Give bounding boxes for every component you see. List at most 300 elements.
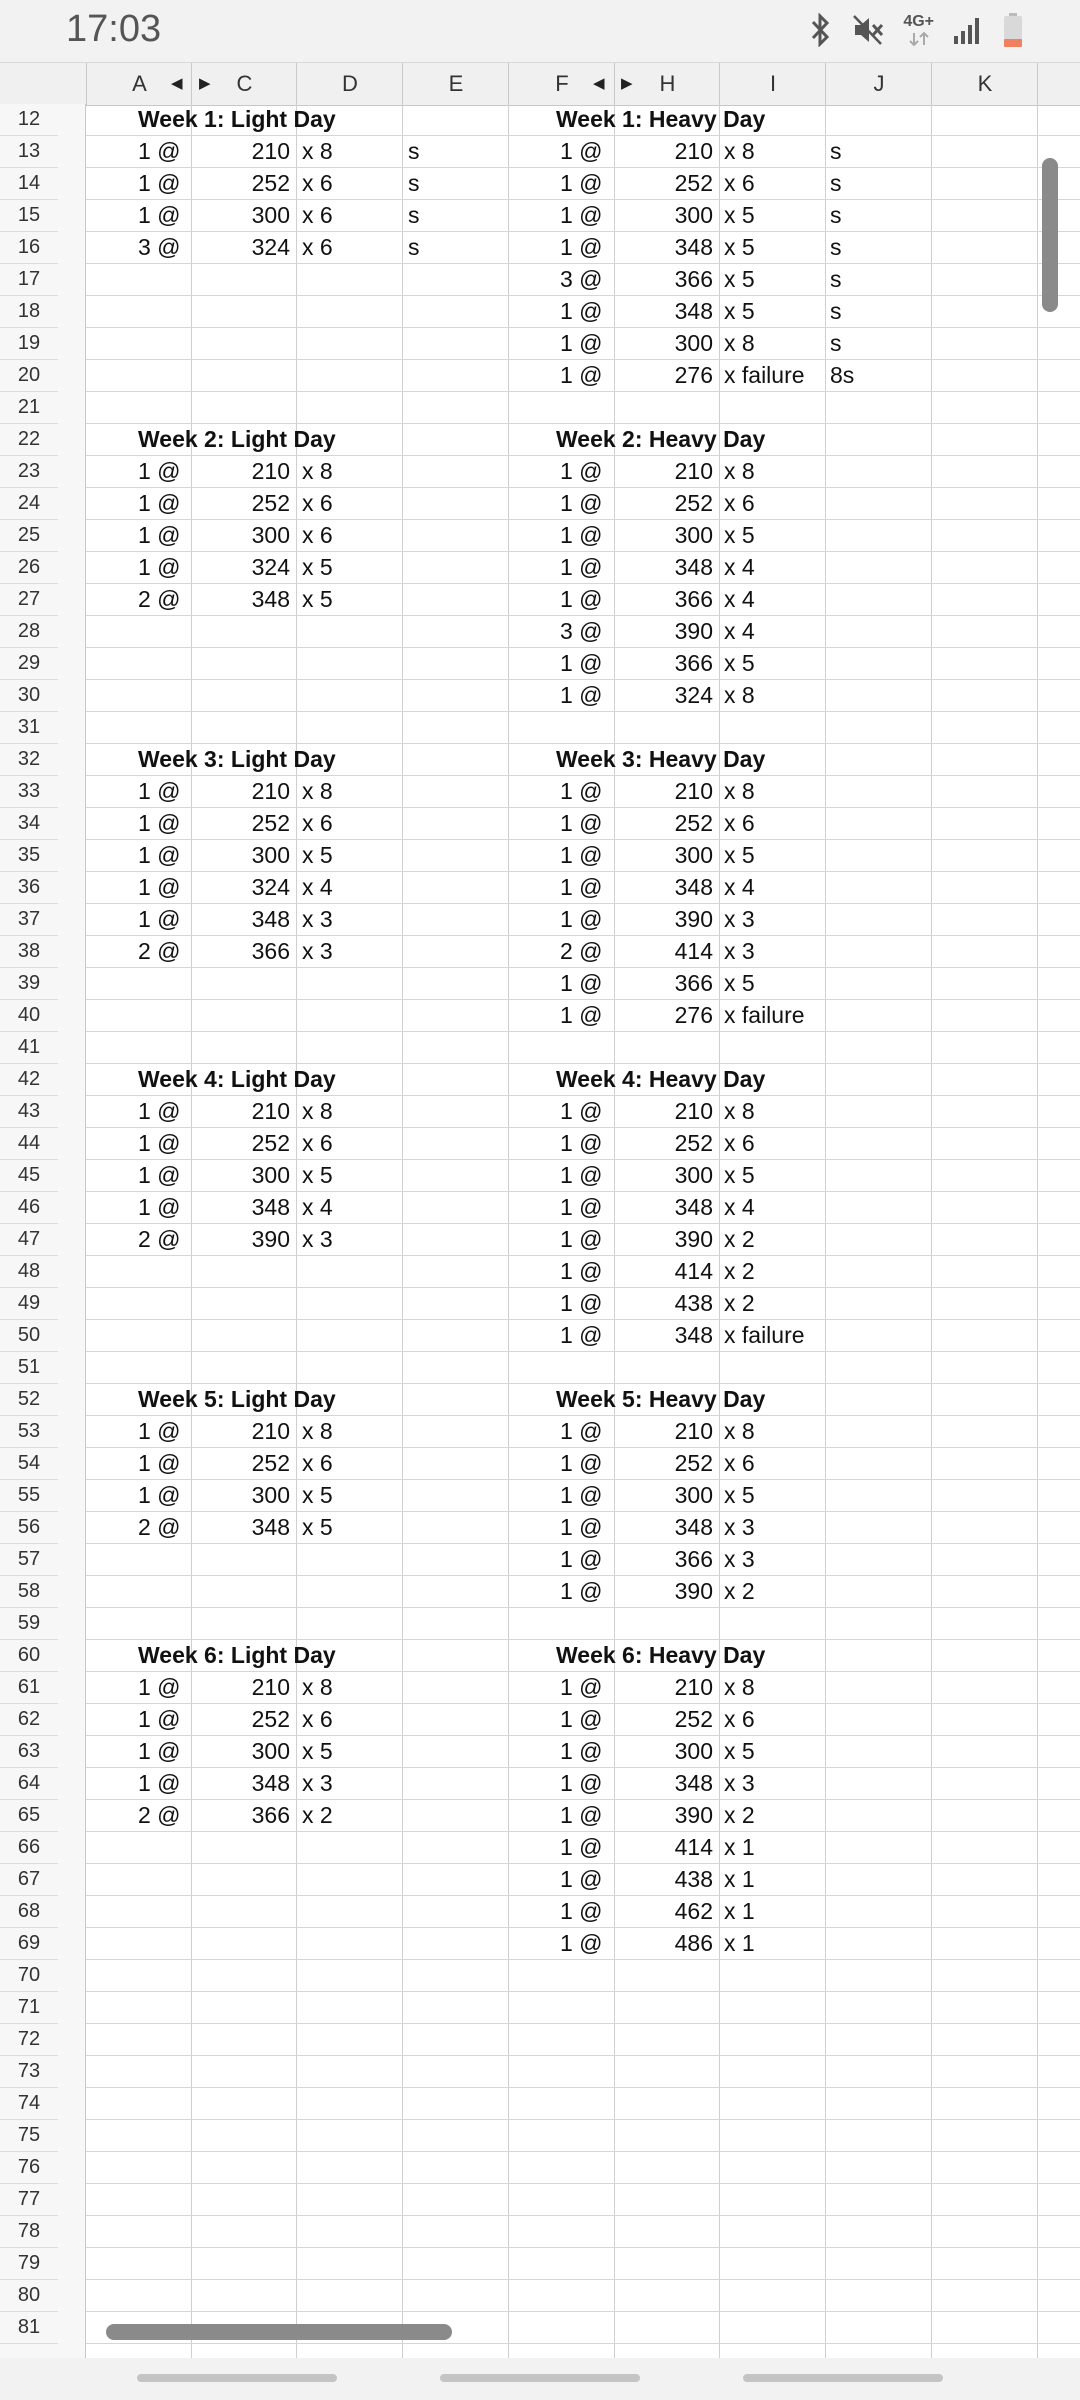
set-count-cell[interactable]: 1 @ <box>138 1674 181 1700</box>
weight-cell[interactable]: 348 <box>674 874 713 900</box>
row-number[interactable]: 69 <box>0 1928 58 1960</box>
set-count-cell[interactable]: 1 @ <box>138 906 181 932</box>
set-count-cell[interactable]: 1 @ <box>560 298 603 324</box>
reps-cell[interactable]: x failure <box>724 362 805 388</box>
row-number[interactable]: 73 <box>0 2056 58 2088</box>
weight-cell[interactable]: 390 <box>674 1802 713 1828</box>
reps-cell[interactable]: x 4 <box>724 554 755 580</box>
row-number[interactable]: 44 <box>0 1128 58 1160</box>
reps-cell[interactable]: x 3 <box>724 1770 755 1796</box>
weight-cell[interactable]: 366 <box>251 1802 290 1828</box>
weight-cell[interactable]: 252 <box>674 810 713 836</box>
week-title-cell[interactable]: Week 6: Light Day <box>138 1642 336 1668</box>
reps-cell[interactable]: x 6 <box>302 1450 333 1476</box>
set-count-cell[interactable]: 1 @ <box>138 1482 181 1508</box>
set-count-cell[interactable]: 1 @ <box>138 1770 181 1796</box>
reps-cell[interactable]: x 8 <box>724 1418 755 1444</box>
weight-cell[interactable]: 252 <box>251 490 290 516</box>
weight-cell[interactable]: 348 <box>674 1322 713 1348</box>
weight-cell[interactable]: 300 <box>251 1162 290 1188</box>
reps-cell[interactable]: x 3 <box>302 1226 333 1252</box>
set-count-cell[interactable]: 1 @ <box>138 490 181 516</box>
set-count-cell[interactable]: 1 @ <box>560 1226 603 1252</box>
week-title-cell[interactable]: Week 3: Heavy Day <box>556 746 766 772</box>
reps-cell[interactable]: x 6 <box>724 490 755 516</box>
weight-cell[interactable]: 300 <box>674 1738 713 1764</box>
hidden-column-left-arrow-icon-2[interactable]: ◀ <box>593 75 605 92</box>
row-number[interactable]: 12 <box>0 104 58 136</box>
week-title-cell[interactable]: Week 2: Heavy Day <box>556 426 766 452</box>
note-cell[interactable]: s <box>830 138 842 164</box>
set-count-cell[interactable]: 1 @ <box>560 1322 603 1348</box>
row-number[interactable]: 14 <box>0 168 58 200</box>
set-count-cell[interactable]: 1 @ <box>560 1866 603 1892</box>
set-count-cell[interactable]: 3 @ <box>560 618 603 644</box>
set-count-cell[interactable]: 1 @ <box>560 1482 603 1508</box>
weight-cell[interactable]: 252 <box>251 1450 290 1476</box>
set-count-cell[interactable]: 2 @ <box>560 938 603 964</box>
set-count-cell[interactable]: 1 @ <box>560 1130 603 1156</box>
column-header-k[interactable]: K <box>931 63 1038 105</box>
reps-cell[interactable]: x 3 <box>724 938 755 964</box>
column-header-c[interactable]: C <box>191 63 297 105</box>
weight-cell[interactable]: 366 <box>674 650 713 676</box>
reps-cell[interactable]: x 2 <box>724 1802 755 1828</box>
reps-cell[interactable]: x 6 <box>302 202 333 228</box>
row-number[interactable]: 63 <box>0 1736 58 1768</box>
reps-cell[interactable]: x 5 <box>724 650 755 676</box>
set-count-cell[interactable]: 1 @ <box>138 458 181 484</box>
reps-cell[interactable]: x 6 <box>724 170 755 196</box>
note-cell[interactable]: s <box>830 234 842 260</box>
reps-cell[interactable]: x 8 <box>724 1674 755 1700</box>
set-count-cell[interactable]: 2 @ <box>138 1226 181 1252</box>
weight-cell[interactable]: 486 <box>674 1930 713 1956</box>
row-number[interactable]: 31 <box>0 712 58 744</box>
reps-cell[interactable]: x 5 <box>724 522 755 548</box>
set-count-cell[interactable]: 1 @ <box>560 1514 603 1540</box>
week-title-cell[interactable]: Week 4: Heavy Day <box>556 1066 766 1092</box>
set-count-cell[interactable]: 1 @ <box>560 170 603 196</box>
reps-cell[interactable]: x 5 <box>302 842 333 868</box>
row-number[interactable]: 36 <box>0 872 58 904</box>
row-number[interactable]: 59 <box>0 1608 58 1640</box>
set-count-cell[interactable]: 1 @ <box>138 554 181 580</box>
reps-cell[interactable]: x 5 <box>302 1482 333 1508</box>
weight-cell[interactable]: 252 <box>674 1706 713 1732</box>
row-number[interactable]: 28 <box>0 616 58 648</box>
weight-cell[interactable]: 348 <box>674 298 713 324</box>
row-number[interactable]: 66 <box>0 1832 58 1864</box>
reps-cell[interactable]: x 6 <box>302 1130 333 1156</box>
weight-cell[interactable]: 300 <box>251 1738 290 1764</box>
column-header-d[interactable]: D <box>296 63 403 105</box>
weight-cell[interactable]: 324 <box>251 554 290 580</box>
row-number[interactable]: 15 <box>0 200 58 232</box>
note-cell[interactable]: s <box>830 330 842 356</box>
weight-cell[interactable]: 348 <box>251 1770 290 1796</box>
reps-cell[interactable]: x 2 <box>724 1578 755 1604</box>
set-count-cell[interactable]: 1 @ <box>560 650 603 676</box>
set-count-cell[interactable]: 2 @ <box>138 586 181 612</box>
reps-cell[interactable]: x 8 <box>724 330 755 356</box>
reps-cell[interactable]: x 2 <box>724 1258 755 1284</box>
note-cell[interactable]: s <box>408 234 420 260</box>
weight-cell[interactable]: 210 <box>251 1098 290 1124</box>
set-count-cell[interactable]: 1 @ <box>560 1898 603 1924</box>
reps-cell[interactable]: x 5 <box>724 202 755 228</box>
row-number[interactable]: 13 <box>0 136 58 168</box>
row-number[interactable]: 39 <box>0 968 58 1000</box>
nav-pill-center[interactable] <box>440 2374 640 2382</box>
row-number[interactable]: 79 <box>0 2248 58 2280</box>
set-count-cell[interactable]: 1 @ <box>560 522 603 548</box>
set-count-cell[interactable]: 3 @ <box>560 266 603 292</box>
weight-cell[interactable]: 366 <box>674 1546 713 1572</box>
reps-cell[interactable]: x 6 <box>302 522 333 548</box>
row-number[interactable]: 34 <box>0 808 58 840</box>
set-count-cell[interactable]: 1 @ <box>560 554 603 580</box>
set-count-cell[interactable]: 1 @ <box>560 1002 603 1028</box>
row-number[interactable]: 72 <box>0 2024 58 2056</box>
note-cell[interactable]: s <box>408 138 420 164</box>
row-number[interactable]: 75 <box>0 2120 58 2152</box>
weight-cell[interactable]: 210 <box>674 1674 713 1700</box>
reps-cell[interactable]: x 1 <box>724 1930 755 1956</box>
row-number[interactable]: 80 <box>0 2280 58 2312</box>
row-number[interactable]: 32 <box>0 744 58 776</box>
row-number[interactable]: 54 <box>0 1448 58 1480</box>
weight-cell[interactable]: 348 <box>251 1194 290 1220</box>
weight-cell[interactable]: 210 <box>674 458 713 484</box>
set-count-cell[interactable]: 1 @ <box>560 1194 603 1220</box>
reps-cell[interactable]: x 3 <box>302 906 333 932</box>
weight-cell[interactable]: 390 <box>674 906 713 932</box>
set-count-cell[interactable]: 1 @ <box>560 1258 603 1284</box>
reps-cell[interactable]: x 6 <box>302 170 333 196</box>
set-count-cell[interactable]: 1 @ <box>138 778 181 804</box>
set-count-cell[interactable]: 1 @ <box>560 586 603 612</box>
reps-cell[interactable]: x 5 <box>724 234 755 260</box>
set-count-cell[interactable]: 1 @ <box>560 490 603 516</box>
reps-cell[interactable]: x 4 <box>724 586 755 612</box>
reps-cell[interactable]: x 6 <box>724 1130 755 1156</box>
week-title-cell[interactable]: Week 6: Heavy Day <box>556 1642 766 1668</box>
row-number[interactable]: 61 <box>0 1672 58 1704</box>
row-number[interactable]: 24 <box>0 488 58 520</box>
set-count-cell[interactable]: 1 @ <box>560 1418 603 1444</box>
column-header-f[interactable]: F <box>508 63 615 105</box>
weight-cell[interactable]: 300 <box>251 202 290 228</box>
reps-cell[interactable]: x 5 <box>724 842 755 868</box>
column-header-a[interactable]: A <box>86 63 192 105</box>
reps-cell[interactable]: x 5 <box>724 266 755 292</box>
row-number[interactable]: 68 <box>0 1896 58 1928</box>
column-header-h[interactable]: H <box>614 63 720 105</box>
weight-cell[interactable]: 348 <box>674 554 713 580</box>
column-header-e[interactable]: E <box>402 63 509 105</box>
reps-cell[interactable]: x 8 <box>302 138 333 164</box>
row-number[interactable]: 26 <box>0 552 58 584</box>
set-count-cell[interactable]: 1 @ <box>138 1130 181 1156</box>
set-count-cell[interactable]: 1 @ <box>560 1706 603 1732</box>
set-count-cell[interactable]: 2 @ <box>138 1802 181 1828</box>
reps-cell[interactable]: x 8 <box>724 1098 755 1124</box>
weight-cell[interactable]: 438 <box>674 1866 713 1892</box>
weight-cell[interactable]: 210 <box>251 138 290 164</box>
weight-cell[interactable]: 348 <box>251 1514 290 1540</box>
reps-cell[interactable]: x 2 <box>302 1802 333 1828</box>
row-number[interactable]: 60 <box>0 1640 58 1672</box>
set-count-cell[interactable]: 3 @ <box>138 234 181 260</box>
set-count-cell[interactable]: 1 @ <box>138 1194 181 1220</box>
set-count-cell[interactable]: 1 @ <box>560 1802 603 1828</box>
reps-cell[interactable]: x 4 <box>724 1194 755 1220</box>
weight-cell[interactable]: 210 <box>251 1418 290 1444</box>
set-count-cell[interactable]: 1 @ <box>560 1770 603 1796</box>
set-count-cell[interactable]: 1 @ <box>138 810 181 836</box>
weight-cell[interactable]: 210 <box>674 1418 713 1444</box>
note-cell[interactable]: s <box>830 266 842 292</box>
row-number[interactable]: 67 <box>0 1864 58 1896</box>
select-all-corner[interactable] <box>0 63 85 105</box>
set-count-cell[interactable]: 1 @ <box>560 970 603 996</box>
reps-cell[interactable]: x 4 <box>724 874 755 900</box>
set-count-cell[interactable]: 1 @ <box>560 1450 603 1476</box>
weight-cell[interactable]: 252 <box>674 1130 713 1156</box>
weight-cell[interactable]: 300 <box>251 522 290 548</box>
weight-cell[interactable]: 210 <box>251 1674 290 1700</box>
note-cell[interactable]: 8s <box>830 362 855 388</box>
note-cell[interactable]: s <box>830 170 842 196</box>
set-count-cell[interactable]: 1 @ <box>560 234 603 260</box>
row-number[interactable]: 52 <box>0 1384 58 1416</box>
note-cell[interactable]: s <box>408 170 420 196</box>
row-number[interactable]: 70 <box>0 1960 58 1992</box>
set-count-cell[interactable]: 1 @ <box>138 138 181 164</box>
row-number[interactable]: 56 <box>0 1512 58 1544</box>
row-number[interactable]: 55 <box>0 1480 58 1512</box>
set-count-cell[interactable]: 1 @ <box>138 1450 181 1476</box>
set-count-cell[interactable]: 1 @ <box>138 1418 181 1444</box>
reps-cell[interactable]: x 6 <box>302 810 333 836</box>
reps-cell[interactable]: x 5 <box>724 970 755 996</box>
reps-cell[interactable]: x 5 <box>302 1514 333 1540</box>
weight-cell[interactable]: 210 <box>674 138 713 164</box>
reps-cell[interactable]: x 1 <box>724 1834 755 1860</box>
row-number[interactable]: 49 <box>0 1288 58 1320</box>
weight-cell[interactable]: 348 <box>674 1770 713 1796</box>
weight-cell[interactable]: 348 <box>674 234 713 260</box>
row-number[interactable]: 41 <box>0 1032 58 1064</box>
row-number[interactable]: 47 <box>0 1224 58 1256</box>
reps-cell[interactable]: x 5 <box>302 1738 333 1764</box>
reps-cell[interactable]: x 4 <box>302 1194 333 1220</box>
weight-cell[interactable]: 252 <box>251 1706 290 1732</box>
row-number[interactable]: 40 <box>0 1000 58 1032</box>
row-number[interactable]: 77 <box>0 2184 58 2216</box>
weight-cell[interactable]: 348 <box>251 586 290 612</box>
weight-cell[interactable]: 300 <box>674 522 713 548</box>
weight-cell[interactable]: 414 <box>674 1834 713 1860</box>
note-cell[interactable]: s <box>408 202 420 228</box>
row-number[interactable]: 20 <box>0 360 58 392</box>
reps-cell[interactable]: x failure <box>724 1322 805 1348</box>
reps-cell[interactable]: x 5 <box>724 298 755 324</box>
reps-cell[interactable]: x 6 <box>302 490 333 516</box>
row-number[interactable]: 27 <box>0 584 58 616</box>
weight-cell[interactable]: 300 <box>674 842 713 868</box>
row-number[interactable]: 71 <box>0 1992 58 2024</box>
weight-cell[interactable]: 276 <box>674 362 713 388</box>
row-number[interactable]: 16 <box>0 232 58 264</box>
hidden-column-right-arrow-icon[interactable]: ▶ <box>199 75 211 92</box>
reps-cell[interactable]: x 8 <box>302 1098 333 1124</box>
row-number[interactable]: 43 <box>0 1096 58 1128</box>
weight-cell[interactable]: 324 <box>674 682 713 708</box>
row-number[interactable]: 76 <box>0 2152 58 2184</box>
column-header-i[interactable]: I <box>719 63 826 105</box>
set-count-cell[interactable]: 1 @ <box>560 1834 603 1860</box>
reps-cell[interactable]: x 5 <box>302 1162 333 1188</box>
weight-cell[interactable]: 438 <box>674 1290 713 1316</box>
row-number[interactable]: 78 <box>0 2216 58 2248</box>
weight-cell[interactable]: 414 <box>674 938 713 964</box>
horizontal-scrollbar[interactable] <box>106 2324 452 2340</box>
row-number[interactable]: 38 <box>0 936 58 968</box>
weight-cell[interactable]: 252 <box>251 170 290 196</box>
set-count-cell[interactable]: 1 @ <box>560 458 603 484</box>
weight-cell[interactable]: 366 <box>674 970 713 996</box>
reps-cell[interactable]: x 1 <box>724 1898 755 1924</box>
set-count-cell[interactable]: 1 @ <box>138 1738 181 1764</box>
note-cell[interactable]: s <box>830 202 842 228</box>
weight-cell[interactable]: 390 <box>251 1226 290 1252</box>
weight-cell[interactable]: 276 <box>674 1002 713 1028</box>
weight-cell[interactable]: 300 <box>251 1482 290 1508</box>
reps-cell[interactable]: x 4 <box>724 618 755 644</box>
weight-cell[interactable]: 300 <box>251 842 290 868</box>
weight-cell[interactable]: 252 <box>674 170 713 196</box>
set-count-cell[interactable]: 2 @ <box>138 1514 181 1540</box>
row-number[interactable]: 45 <box>0 1160 58 1192</box>
weight-cell[interactable]: 324 <box>251 234 290 260</box>
reps-cell[interactable]: x 5 <box>302 586 333 612</box>
weight-cell[interactable]: 300 <box>674 202 713 228</box>
set-count-cell[interactable]: 1 @ <box>560 1930 603 1956</box>
weight-cell[interactable]: 300 <box>674 330 713 356</box>
set-count-cell[interactable]: 1 @ <box>560 810 603 836</box>
set-count-cell[interactable]: 1 @ <box>560 906 603 932</box>
reps-cell[interactable]: x 5 <box>724 1738 755 1764</box>
set-count-cell[interactable]: 1 @ <box>560 1546 603 1572</box>
set-count-cell[interactable]: 2 @ <box>138 938 181 964</box>
row-number[interactable]: 35 <box>0 840 58 872</box>
row-number[interactable]: 58 <box>0 1576 58 1608</box>
note-cell[interactable]: s <box>830 298 842 324</box>
reps-cell[interactable]: x 2 <box>724 1226 755 1252</box>
reps-cell[interactable]: x 5 <box>724 1162 755 1188</box>
row-number[interactable]: 51 <box>0 1352 58 1384</box>
set-count-cell[interactable]: 1 @ <box>138 842 181 868</box>
set-count-cell[interactable]: 1 @ <box>560 1738 603 1764</box>
weight-cell[interactable]: 210 <box>251 778 290 804</box>
spreadsheet-grid[interactable] <box>86 104 1080 2358</box>
weight-cell[interactable]: 252 <box>251 810 290 836</box>
weight-cell[interactable]: 366 <box>674 586 713 612</box>
row-number[interactable]: 42 <box>0 1064 58 1096</box>
week-title-cell[interactable]: Week 4: Light Day <box>138 1066 336 1092</box>
set-count-cell[interactable]: 1 @ <box>560 1578 603 1604</box>
row-number[interactable]: 53 <box>0 1416 58 1448</box>
row-number[interactable]: 17 <box>0 264 58 296</box>
reps-cell[interactable]: x 8 <box>302 458 333 484</box>
set-count-cell[interactable]: 1 @ <box>560 1098 603 1124</box>
weight-cell[interactable]: 210 <box>674 778 713 804</box>
weight-cell[interactable]: 366 <box>674 266 713 292</box>
column-header-j[interactable]: J <box>825 63 932 105</box>
row-number[interactable]: 65 <box>0 1800 58 1832</box>
weight-cell[interactable]: 210 <box>251 458 290 484</box>
week-title-cell[interactable]: Week 2: Light Day <box>138 426 336 452</box>
set-count-cell[interactable]: 1 @ <box>560 362 603 388</box>
set-count-cell[interactable]: 1 @ <box>138 874 181 900</box>
weight-cell[interactable]: 348 <box>251 906 290 932</box>
row-number[interactable]: 48 <box>0 1256 58 1288</box>
row-number[interactable]: 18 <box>0 296 58 328</box>
row-number[interactable]: 19 <box>0 328 58 360</box>
set-count-cell[interactable]: 1 @ <box>560 1162 603 1188</box>
set-count-cell[interactable]: 1 @ <box>138 202 181 228</box>
week-title-cell[interactable]: Week 5: Heavy Day <box>556 1386 766 1412</box>
hidden-column-right-arrow-icon-2[interactable]: ▶ <box>621 75 633 92</box>
set-count-cell[interactable]: 1 @ <box>560 1674 603 1700</box>
nav-pill-left[interactable] <box>137 2374 337 2382</box>
reps-cell[interactable]: x 6 <box>724 1450 755 1476</box>
reps-cell[interactable]: x 4 <box>302 874 333 900</box>
row-number[interactable]: 30 <box>0 680 58 712</box>
weight-cell[interactable]: 210 <box>674 1098 713 1124</box>
reps-cell[interactable]: x 8 <box>302 1674 333 1700</box>
set-count-cell[interactable]: 1 @ <box>560 778 603 804</box>
row-number[interactable]: 64 <box>0 1768 58 1800</box>
reps-cell[interactable]: x 6 <box>724 810 755 836</box>
weight-cell[interactable]: 366 <box>251 938 290 964</box>
weight-cell[interactable]: 252 <box>251 1130 290 1156</box>
reps-cell[interactable]: x 3 <box>724 906 755 932</box>
set-count-cell[interactable]: 1 @ <box>560 842 603 868</box>
row-number[interactable]: 22 <box>0 424 58 456</box>
row-number[interactable]: 81 <box>0 2312 58 2344</box>
set-count-cell[interactable]: 1 @ <box>560 1290 603 1316</box>
row-number[interactable]: 29 <box>0 648 58 680</box>
weight-cell[interactable]: 300 <box>674 1162 713 1188</box>
row-number[interactable]: 46 <box>0 1192 58 1224</box>
hidden-column-left-arrow-icon[interactable]: ◀ <box>171 75 183 92</box>
row-number[interactable]: 57 <box>0 1544 58 1576</box>
reps-cell[interactable]: x 8 <box>724 138 755 164</box>
set-count-cell[interactable]: 1 @ <box>138 1706 181 1732</box>
weight-cell[interactable]: 390 <box>674 1226 713 1252</box>
reps-cell[interactable]: x 6 <box>724 1706 755 1732</box>
row-number[interactable]: 25 <box>0 520 58 552</box>
reps-cell[interactable]: x failure <box>724 1002 805 1028</box>
set-count-cell[interactable]: 1 @ <box>560 138 603 164</box>
set-count-cell[interactable]: 1 @ <box>138 1162 181 1188</box>
reps-cell[interactable]: x 3 <box>302 938 333 964</box>
row-number[interactable]: 21 <box>0 392 58 424</box>
week-title-cell[interactable]: Week 3: Light Day <box>138 746 336 772</box>
